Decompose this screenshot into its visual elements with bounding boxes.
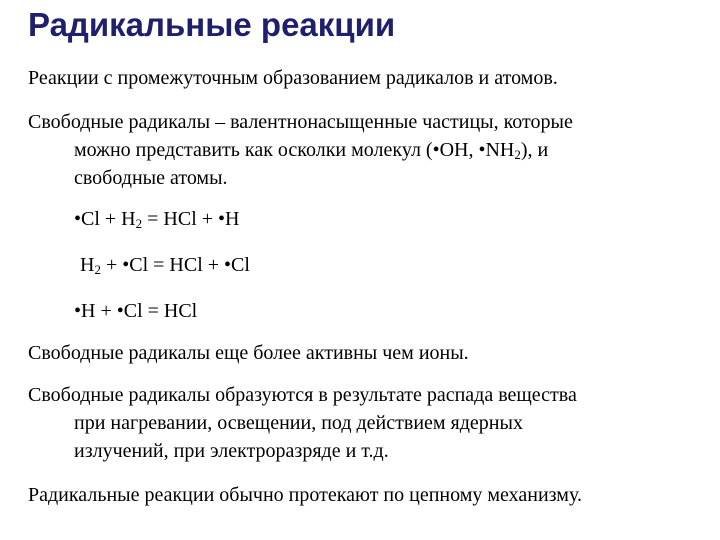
text-fragment: ), и [520,139,549,161]
paragraph-intermediate-radicals: Реакции с промежуточным образованием радикалов и атомов. [28,67,558,89]
slide-title: Радикальные реакции [28,6,396,43]
equation-2 [80,251,250,279]
paragraph-line: Свободные радикалы образуются в результате распада вещества [28,384,577,406]
subscript: 2 [514,147,521,162]
paragraph-radicals-more-active: Свободные радикалы еще более активны чем ионы. [28,342,469,364]
paragraph-free-radicals-definition [28,108,698,192]
paragraph-line: Свободные радикалы – валентнонасыщенные частицы, которые [28,111,573,133]
text-fragment: •Cl + H [74,208,136,230]
text-fragment: = HCl + •H [142,208,240,230]
paragraph-line: излучений, при электроразряде и т.д. [74,440,389,462]
text-fragment: можно представить как осколки молекул (•OH, •NH [74,139,515,161]
paragraph-radicals-formation [28,381,698,465]
text-fragment: H [80,254,95,276]
equation-3: •H + •Cl = HCl [74,300,198,322]
paragraph-chain-mechanism: Радикальные реакции обычно протекают по цепному механизму. [28,484,582,506]
subscript: 2 [94,262,101,277]
subscript: 2 [135,216,143,231]
text-fragment: + •Cl = HCl + •Cl [100,254,250,276]
paragraph-line: свободные атомы. [74,167,228,189]
paragraph-line: при нагревании, освещении, под действием ядерных [74,412,523,434]
paragraph-line [28,136,698,164]
equation-1 [74,205,239,233]
